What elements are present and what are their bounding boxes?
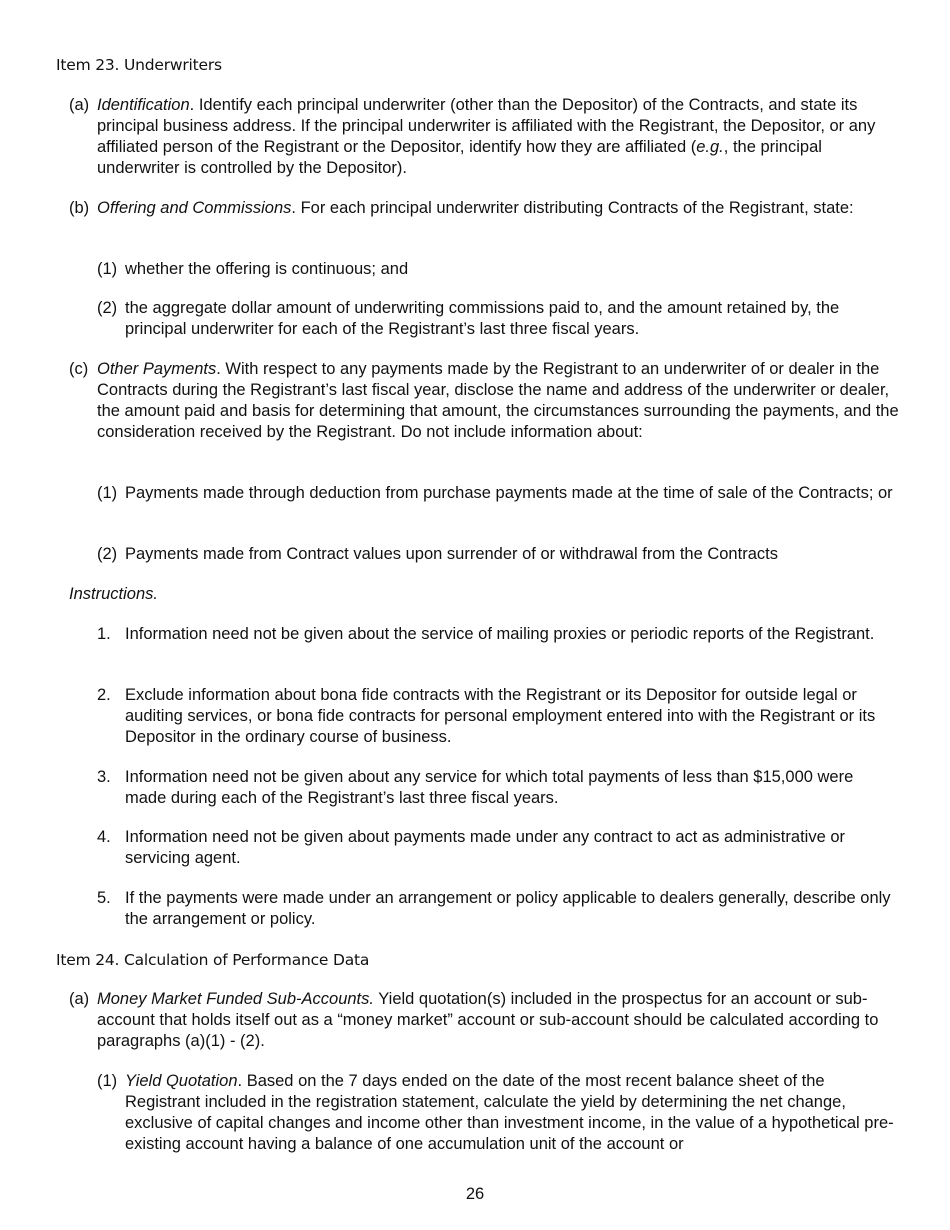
instruction-item: 3. Information need not be given about any service for which total payments of less than $15,000 were made during each of the Registrant’s last three fiscal years. <box>97 768 854 807</box>
item-23-c-2: (2) Payments made from Contract values upon surrender of or withdrawal from the Contracts <box>97 545 778 563</box>
item-23-c-label: (c) <box>69 360 89 378</box>
item-23-b-title: Offering and Commissions <box>97 199 292 217</box>
item-23-heading: Item 23. Underwriters <box>56 56 222 74</box>
item-24-a-title: Money Market Funded Sub-Accounts. <box>97 990 374 1008</box>
item-23-b <box>69 198 899 219</box>
item-23-b-text: Offering and Commissions. For each principal underwriter distributing Contracts of the Registrant, state: <box>97 199 854 217</box>
item-24-a-1: (1) Yield Quotation. Based on the 7 days ended on the date of the most recent balance sheet of the Registrant included in the registration statement, calculate the yield by determining the net change, exclusive of capital changes and income other than investment income, in the value of a hypothetical pre-existing account having a balance of one accumulation unit of the account or <box>97 1072 894 1153</box>
instruction-item: 5. If the payments were made under an arrangement or policy applicable to dealers generally, describe only the arrangement or policy. <box>97 889 891 928</box>
yield-quotation-title: Yield Quotation <box>125 1072 238 1090</box>
item-23-a-label: (a) <box>69 96 90 114</box>
item-23-c-text: Other Payments. With respect to any payments made by the Registrant to an underwriter of or dealer in the Contracts during the Registrant’s last fiscal year, disclose the name and address of the underwriter or dealer, the amount paid and basis for determining that amount, the circumstances surrounding the payments, and the consideration received by the Registrant. Do not include information about: <box>97 360 899 441</box>
item-24-a <box>69 989 899 1052</box>
item-23-b-label: (b) <box>69 199 90 217</box>
instruction-item: 1. Information need not be given about the service of mailing proxies or periodic reports of the Registrant. <box>97 625 875 643</box>
item-24-a-text: Money Market Funded Sub-Accounts. Yield quotation(s) included in the prospectus for an account or sub-account that holds itself out as a “money market” account or sub-account should be calculated according to paragraphs (a)(1) - (2). <box>97 990 879 1050</box>
instruction-item: 4. Information need not be given about payments made under any contract to act as administrative or servicing agent. <box>97 828 845 867</box>
instructions-title: Instructions. <box>69 585 158 603</box>
item-23-a <box>69 95 899 179</box>
item-23-a-text: Identification. Identify each principal underwriter (other than the Depositor) of the Contracts, and state its principal business address. If the principal underwriter is affiliated with the Registrant, the Depositor, or any affiliated person of the Registrant or the Depositor, identify how they are affiliated (e.g., the principal underwriter is controlled by the Depositor). <box>97 96 876 177</box>
item-24-heading: Item 24. Calculation of Performance Data <box>56 951 370 969</box>
item-23-b-2: (2) the aggregate dollar amount of underwriting commissions paid to, and the amount retained by, the principal underwriter for each of the Registrant’s last three fiscal years. <box>97 299 840 338</box>
instruction-item: 2. Exclude information about bona fide contracts with the Registrant or its Depositor for outside legal or auditing services, or bona fide contracts for personal employment entered into with the Registrant or its Depositor in the ordinary course of business. <box>97 686 876 746</box>
item-23-c <box>69 359 899 443</box>
item-23-b-1: (1) whether the offering is continuous; and <box>97 260 409 278</box>
item-23-c-1: (1) Payments made through deduction from purchase payments made at the time of sale of the Contracts; or <box>97 484 893 502</box>
item-23-c-title: Other Payments <box>97 360 217 378</box>
page-number: 26 <box>465 1185 485 1203</box>
item-23-a-title: Identification <box>97 96 190 114</box>
item-24-a-label: (a) <box>69 990 90 1008</box>
